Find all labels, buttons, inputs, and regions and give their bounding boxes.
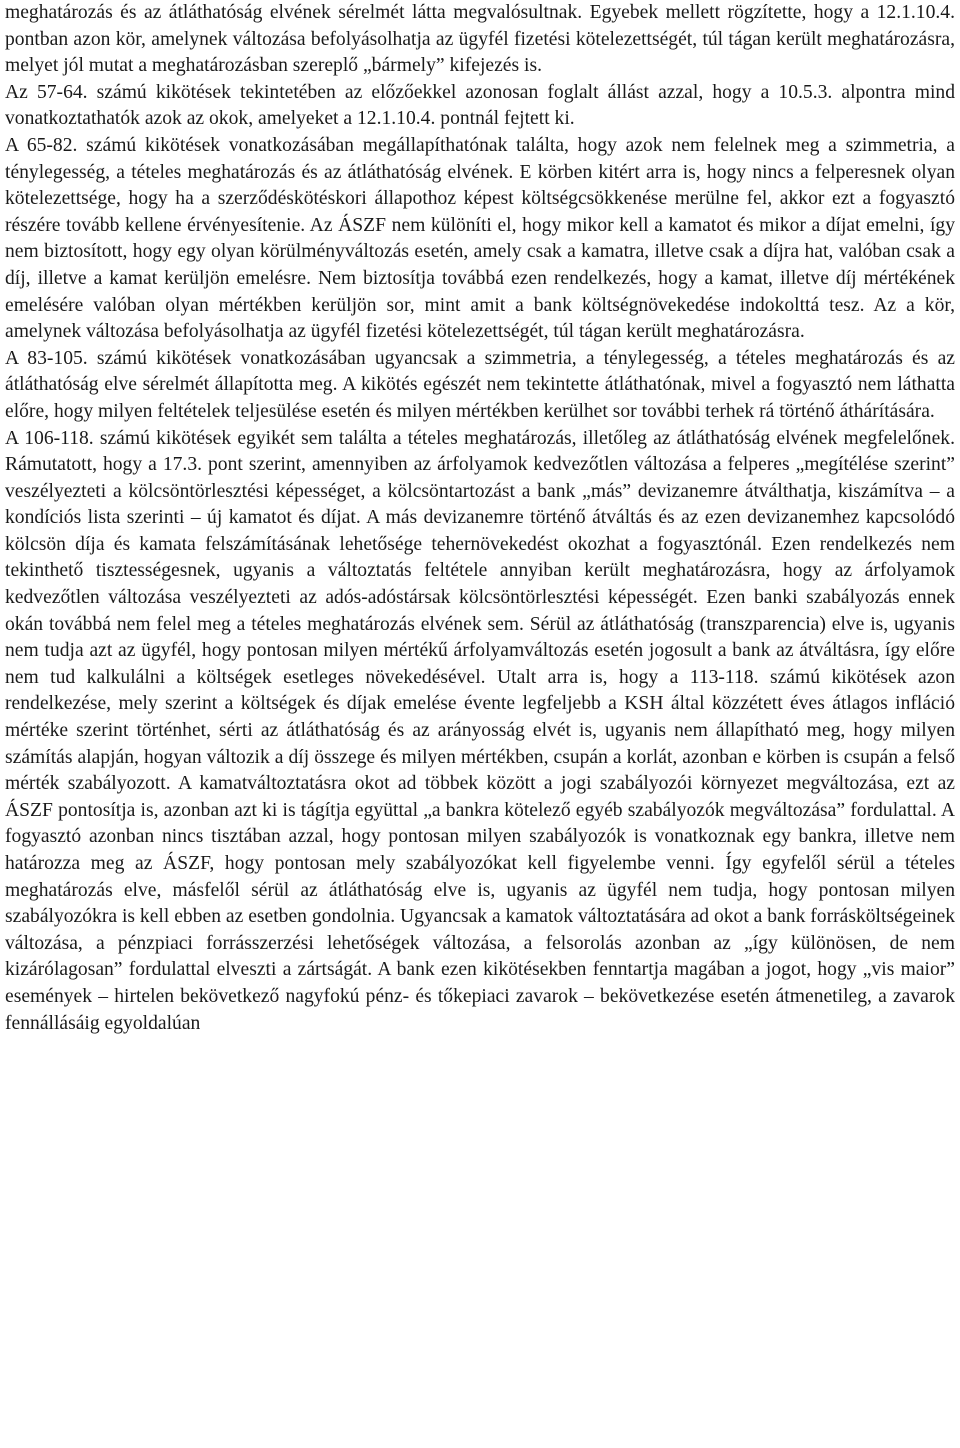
paragraph-83-105: A 83-105. számú kikötések vonatkozásában ugyancsak a szimmetria, a ténylegesség, a tételes meghatározás és az átláthatóság elve sérelmét állapította meg. A kikötés egészét nem tekintette átláthatónak, mivel a fogyasztó nem láthatta előre, hogy milyen feltételek teljesülése esetén és milyen mértékben kerülhet sor további terhek rá történő áthárítására.	[5, 347, 955, 422]
paragraph-106-118: A 106-118. számú kikötések egyikét sem találta a tételes meghatározás, illetőleg az átláthatóság elvének megfelelőnek. Rámutatott, hogy a 17.3. pont szerint, amennyiben az árfolyamok kedvezőtlen változása a felperes „megítélése szerint” veszélyezteti a kölcsöntörlesztési képességet, a kölcsöntartozást a bank „más” devizanemre átválthatja, kiszámítva – a kondíciós lista szerinti – új kamatot és díjat. A más devizanemre történő átváltás és az ezen devizanemhez kapcsolódó kölcsön díja és kamata felszámításának lehetősége tehernövekedést okozhat a fogyasztónál. Ezen rendelkezés nem tekinthető tisztességesnek, ugyanis a változtatás feltétele annyiban került meghatározásra, hogy az árfolyamok kedvezőtlen változása veszélyezteti az adós-adóstársak kölcsöntörlesztési képességét. Ezen banki szabályozás ennek okán továbbá nem felel meg a tételes meghatározás elvének sem. Sérül az átláthatóság (transzparencia) elve is, ugyanis nem tudja azt az ügyfél, hogy pontosan milyen mértékű árfolyamváltozás esetén jogosult a bank az átváltásra, így előre nem tud kalkulálni a költségek esetleges növekedésével. Utalt arra is, hogy a 113-118. számú kikötések azon rendelkezése, mely szerint a költségek és díjak emelése évente legfeljebb a KSH által közzétett éves átlagos infláció mértéke szerint történhet, sérti az átláthatóság és az arányosság elvét is, ugyanis nem állapítható meg, hogy milyen számítás alapján, hogyan változik a díj összege és milyen mértékben, csupán a korlát, azonban e körben is csupán a felső mérték szabályozott. A kamatváltoztatásra okot ad többek között a jogi szabályozói környezet megváltozása, ezt az ÁSZF pontosítja is, azonban azt ki is tágítja együttal „a bankra kötelező egyéb szabályozók megváltozása” fordulattal. A fogyasztó azonban nincs tisztában azzal, hogy pontosan milyen szabályozók is vonatkoznak egy bankra, illetve nem határozza meg az ÁSZF, hogy pontosan mely szabályozókat kell figyelembe venni. Így egyfelől sérül a tételes meghatározás elve, másfelől sérül az átláthatóság elve is, ugyanis az ügyfél nem tudja, hogy pontosan milyen szabályozókra is kell ebben az esetben gondolnia. Ugyancsak a kamatok változtatására ad okot a bank forrásköltségeinek változása, a pénzpiaci forrásszerzési lehetőségek változása, a felsorolás azonban az „így különösen, de nem kizárólagosan” fordulattal elveszti a zártságát. A bank ezen kikötésekben fenntartja magában a jogot, hogy „vis maior” események – hirtelen bekövetkező nagyfokú pénz- és tőkepiaci zavarok – bekövetkezése esetén átmenetileg, a zavarok fennállásáig egyoldalúan	[5, 427, 955, 1034]
paragraph-65-82: A 65-82. számú kikötések vonatkozásában megállapíthatónak találta, hogy azok nem felelnek meg a szimmetria, a ténylegesség, a tételes meghatározás és az átláthatóság elvének. E körben kitért arra is, hogy nincs a felperesnek olyan kötelezettsége, hogy ha a szerződéskötéskori állapothoz képest költségcsökkenése merülne fel, akkor ezt a fogyasztó részére tovább kellene érvényesítenie. Az ÁSZF nem különíti el, hogy mikor kell a kamatot és mikor a díjat emelni, így nem biztosított, hogy egy olyan körülményváltozás esetén, amely csak a kamatra, illetve csak a díjra hat, valóban csak a díj, illetve a kamat kerüljön emelésre. Nem biztosítja továbbá ezen rendelkezés, hogy a kamat, illetve díj mértékének emelésére valóban olyan mértékben kerüljön sor, mint amit a bank költségnövekedése indokolttá tesz. Az a kör, amelynek változása befolyásolhatja az ügyfél fizetési kötelezettségét, túl tágan került meghatározásra.	[5, 134, 955, 343]
document-page	[5, 0, 955, 1037]
paragraph-57-64: Az 57-64. számú kikötések tekintetében az előzőekkel azonosan foglalt állást azzal, hogy a 10.5.3. alpontra mind vonatkoztathatók azok az okok, amelyeket a 12.1.10.4. pontnál fejtett ki.	[5, 81, 955, 130]
paragraph-intro: meghatározás és az átláthatóság elvének sérelmét látta megvalósultnak. Egyebek mellett rögzítette, hogy a 12.1.10.4. pontban azon kör, amelynek változása befolyásolhatja az ügyfél fizetési kötelezettségét, túl tágan került meghatározásra, melyet jól mutat a meghatározásban szereplő „bármely” kifejezés is.	[5, 2, 955, 77]
